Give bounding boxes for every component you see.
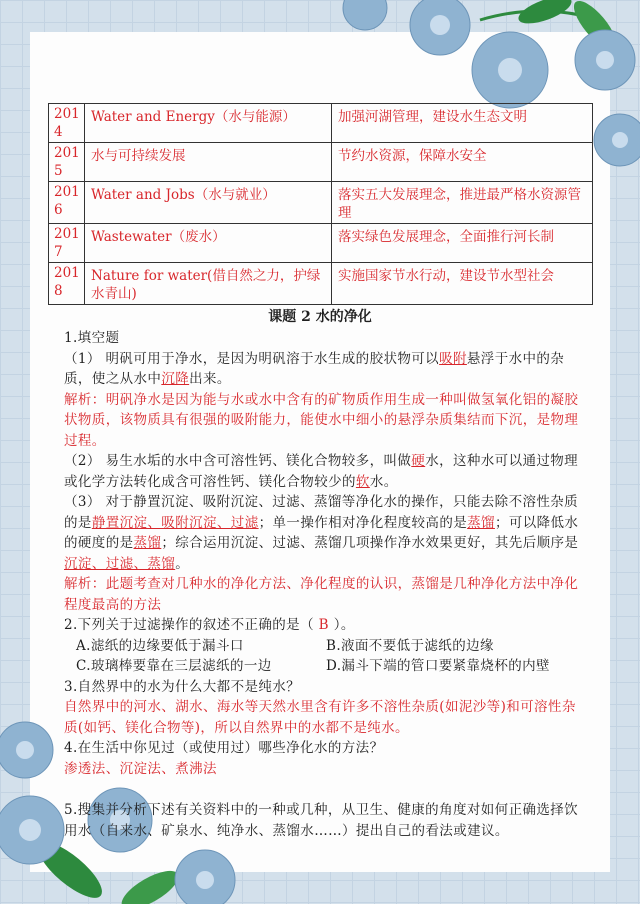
world-water-day-table bbox=[48, 103, 593, 305]
q1-heading: 1.填空题 bbox=[64, 330, 120, 346]
q5-stem: 5.搜集并分析下述有关资料中的一种或几种，从卫生、健康的角度对如何正确选择饮用水（自来水、矿泉水、纯净水、蒸馏水……）提出自己的看法或建议。 bbox=[64, 802, 579, 839]
year-cell: 2014 bbox=[49, 104, 85, 143]
q1-part3-analysis: 解析：此题考查对几种水的净化方法、净化程度的认识，蒸馏是几种净化方法中净化程度最高的方法 bbox=[64, 576, 579, 613]
q3-answer: 自然界中的河水、湖水、海水等天然水里含有许多不溶性杂质(如泥沙等)和可溶性杂质(如钙、镁化合物等)，所以自然界中的水都不是纯水。 bbox=[64, 699, 576, 736]
q2-option: C.玻璃棒要靠在三层滤纸的一边 bbox=[76, 658, 272, 674]
q4-stem: 4.在生活中你见过（或使用过）哪些净化水的方法？ bbox=[64, 740, 384, 756]
slogan-cell: 实施国家节水行动，建设节水型社会 bbox=[332, 263, 593, 305]
q4-answer: 渗透法、沉淀法、煮沸法 bbox=[64, 760, 217, 777]
theme-cell: Water and Jobs（水与就业） bbox=[85, 182, 332, 224]
table-row bbox=[49, 104, 593, 143]
q1-part1: （1） 明矾可用于净水，是因为明矾溶于水生成的胶状物可以吸附悬浮于水中的杂质，使之从水中沉降出来。 bbox=[64, 350, 565, 387]
year-cell: 2018 bbox=[49, 263, 85, 305]
slogan-cell: 落实五大发展理念，推进最严格水资源管理 bbox=[332, 182, 593, 224]
year-cell: 2016 bbox=[49, 182, 85, 224]
q2-option: B.液面不要低于滤纸的边缘 bbox=[326, 637, 494, 654]
q2-option: A.滤纸的边缘要低于漏斗口 bbox=[76, 637, 244, 654]
q2-options bbox=[64, 636, 584, 677]
table-row bbox=[49, 263, 593, 305]
section-title: 课题 2 水的净化 bbox=[268, 309, 372, 325]
q1-part2: （2） 易生水垢的水中含可溶性钙、镁化合物较多，叫做硬水，这种水可以通过物理或化学方法转化成含可溶性钙、镁化合物较少的软水。 bbox=[64, 453, 579, 490]
theme-cell: 水与可持续发展 bbox=[85, 143, 332, 182]
year-cell: 2017 bbox=[49, 224, 85, 263]
slogan-cell: 节约水资源，保障水安全 bbox=[332, 143, 593, 182]
table-row bbox=[49, 182, 593, 224]
q1-part3: （3） 对于静置沉淀、吸附沉淀、过滤、蒸馏等净化水的操作，只能去除不溶性杂质的是静置沉淀、吸附沉淀、过滤；单一操作相对净化程度较高的是蒸馏；可以降低水的硬度的是蒸馏；综合运用沉淀、过滤、蒸馏几项操作净水效果更好，其先后顺序是沉淀、过滤、蒸馏。 bbox=[64, 494, 579, 572]
year-cell: 2015 bbox=[49, 143, 85, 182]
theme-cell: Water and Energy（水与能源） bbox=[85, 104, 332, 143]
q2-answer: B bbox=[318, 617, 329, 633]
q2-option: D.漏斗下端的管口要紧靠烧杯的内壁 bbox=[326, 658, 550, 674]
table-row bbox=[49, 224, 593, 263]
slogan-cell: 落实绿色发展理念，全面推行河长制 bbox=[332, 224, 593, 263]
theme-cell: Wastewater（废水） bbox=[85, 224, 332, 263]
q1-part1-analysis: 解析：明矾净水是因为能与水或水中含有的矿物质作用生成一种叫做氢氧化铝的凝胶状物质，该物质具有很强的吸附能力，能使水中细小的悬浮杂质集结而下沉，是物理过程。 bbox=[64, 391, 579, 449]
slogan-cell: 加强河湖管理，建设水生态文明 bbox=[332, 104, 593, 143]
theme-cell: Nature for water(借自然之力，护绿水青山) bbox=[85, 263, 332, 305]
table-row bbox=[49, 143, 593, 182]
exercise-content bbox=[64, 328, 584, 841]
q3-stem: 3.自然界中的水为什么大都不是纯水？ bbox=[64, 678, 301, 695]
q2-stem: 2.下列关于过滤操作的叙述不正确的是（ B ）。 bbox=[64, 617, 355, 633]
